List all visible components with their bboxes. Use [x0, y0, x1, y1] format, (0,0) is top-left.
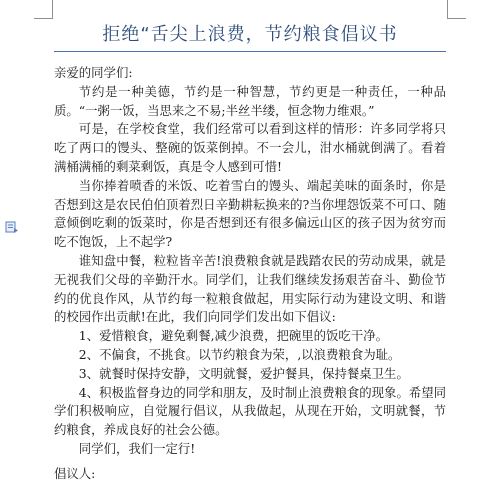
paragraph-1: 节约是一种美德，节约是一种智慧，节约更是一种责任，一种品质。“一粥一饭，当思来之不易;半丝半缕，恒念物力维艰。” [54, 83, 446, 118]
paragraph-2: 可是，在学校食堂，我们经常可以看到这样的情形：许多同学将只吃了两口的馒头、整碗的饭菜倒掉。不一会儿，泔水桶就倒满了。看着满桶满桶的剩菜剩饭，真是令人感到可惜! [54, 121, 446, 174]
paragraph-marker-icon[interactable] [4, 220, 18, 234]
proposal-item-3: 3、就餐时保持安静，文明就餐，爱护餐具，保持餐桌卫生。 [78, 365, 409, 381]
proposal-item-1: 1、爱惜粮食，避免剩餐,减少浪费，把碗里的饭吃干净。 [78, 328, 388, 344]
greeting: 亲爱的同学们: [54, 65, 133, 80]
title-underline [54, 51, 446, 52]
proposal-item-2: 2、不偏食，不挑食。以节约粮食为荣，,以浪费粮食为耻。 [78, 346, 401, 362]
page-corner-mark-right [447, 0, 466, 19]
proposal-item-4: 4、积极监督身边的同学和朋友，及时制止浪费粮食的现象。希望同学们积极响应，自觉履行倡议，从我做起，从现在开始，文明就餐，节约粮食，养成良好的社会公德。 [54, 384, 447, 438]
paragraph-3: 当你捧着喷香的米饭、吃着雪白的馒头、端起美味的面条时，你是否想到这是农民伯伯顶着烈日辛勤耕耘换来的?当你埋怨饭菜不可口、随意倾倒吃剩的饭菜时，你是否想到还有很多偏远山区的孩子因为贫穷而吃不饱饭，上不起学? [54, 177, 446, 250]
signature-label: 倡议人: [54, 465, 96, 481]
closing-line: 同学们，我们一定行! [78, 440, 196, 456]
document-body [54, 64, 446, 484]
page-corner-mark-left [34, 0, 53, 19]
document-title: 拒绝“舌尖上浪费，节约粮食倡议书 [102, 24, 398, 45]
paragraph-4: 谁知盘中餐，粒粒皆辛苦!浪费粮食就是践踏农民的劳动成果，就是无视我们父母的辛勤汗水。同学们，让我们继续发扬艰苦奋斗、勤俭节约的优良作风，从节约每一粒粮食做起，用实际行动为建设文明、和谐的校园作出贡献!在此，我们向同学们发出如下倡议: [54, 252, 446, 325]
